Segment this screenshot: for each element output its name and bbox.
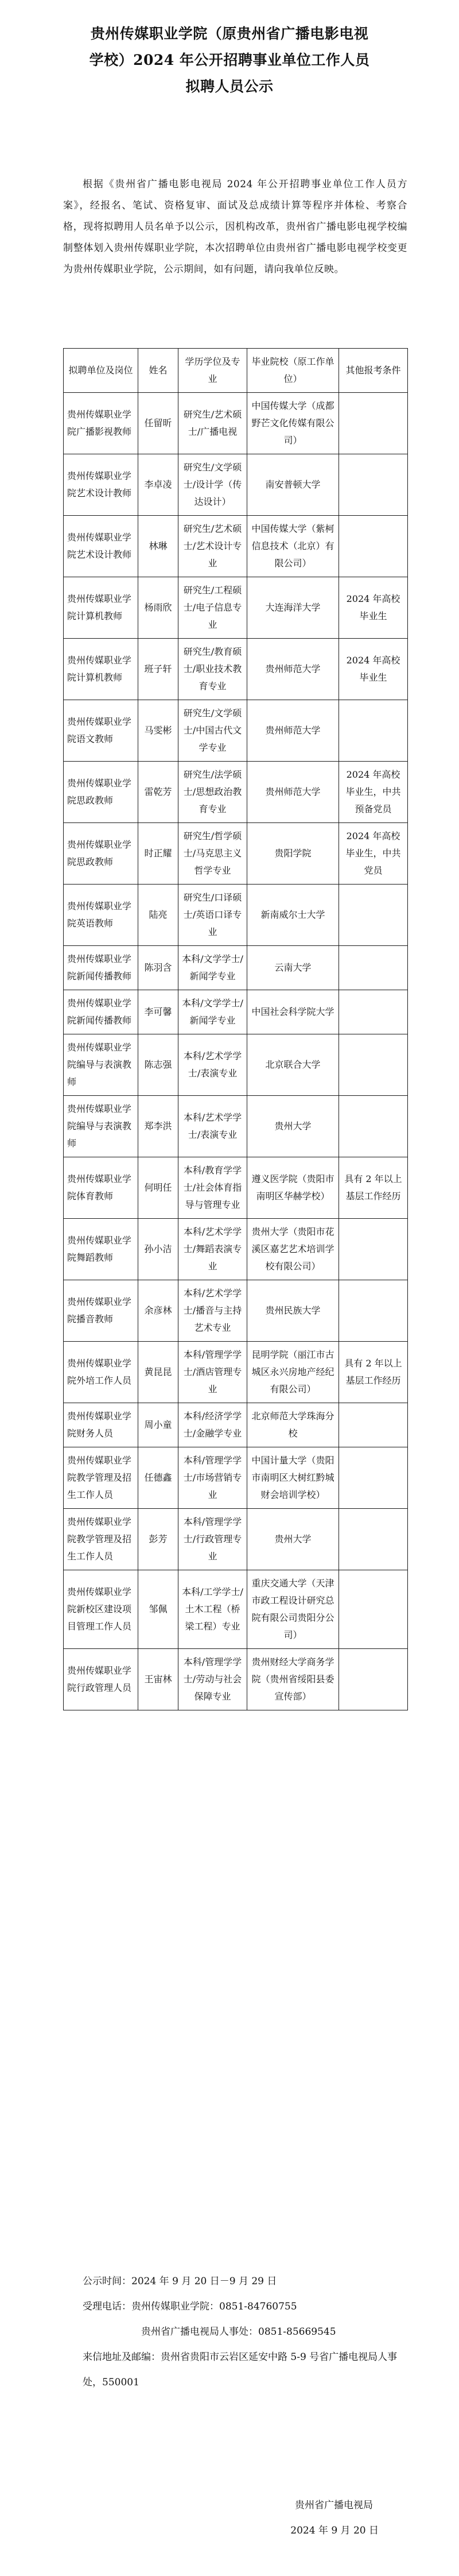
header-name: 姓名 xyxy=(138,349,178,393)
cell-name: 李卓凌 xyxy=(138,454,178,516)
phone-line-2: 贵州省广播电视局人事处：0851-85669545 xyxy=(141,2326,336,2338)
cell-degree: 本科/教育学学士/社会体育指导与管理专业 xyxy=(178,1157,247,1219)
cell-other xyxy=(339,1096,408,1157)
cell-school: 中国传媒大学（成都野芒文化传媒有限公司） xyxy=(247,393,339,454)
cell-other xyxy=(339,946,408,990)
cell-school: 大连海洋大学 xyxy=(247,577,339,639)
footer-info xyxy=(63,2269,407,2395)
candidate-table xyxy=(63,348,408,1710)
header-degree: 学历学位及专业 xyxy=(178,349,247,393)
cell-name: 彭芳 xyxy=(138,1509,178,1570)
cell-school: 中国传媒大学（紫柯信息技术（北京）有限公司） xyxy=(247,516,339,577)
cell-school: 贵州民族大学 xyxy=(247,1280,339,1342)
table-row xyxy=(64,1342,408,1403)
cell-unit: 贵州传媒职业学院艺术设计教师 xyxy=(64,516,138,577)
cell-unit: 贵州传媒职业学院教学管理及招生工作人员 xyxy=(64,1509,138,1570)
cell-other xyxy=(339,1034,408,1096)
cell-name: 任德鑫 xyxy=(138,1447,178,1509)
cell-degree: 本科/文学学士/新闻学专业 xyxy=(178,946,247,990)
cell-other xyxy=(339,1403,408,1447)
cell-degree: 研究生/哲学硕士/马克思主义哲学专业 xyxy=(178,823,247,885)
school-phone: 贵州传媒职业学院：0851-84760755 xyxy=(131,2301,297,2312)
cell-other: 2024 年高校毕业生，中共党员 xyxy=(339,823,408,885)
cell-unit: 贵州传媒职业学院艺术设计教师 xyxy=(64,454,138,516)
cell-school: 贵州大学 xyxy=(247,1509,339,1570)
cell-degree: 本科/管理学学士/劳动与社会保障专业 xyxy=(178,1649,247,1710)
cell-degree: 研究生/文学硕士/中国古代文学专业 xyxy=(178,700,247,762)
cell-name: 郑李洪 xyxy=(138,1096,178,1157)
cell-degree: 本科/艺术学学士/播音与主持艺术专业 xyxy=(178,1280,247,1342)
address-line xyxy=(63,2345,407,2395)
cell-school: 北京师范大学珠海分校 xyxy=(247,1403,339,1447)
table-row xyxy=(64,823,408,885)
phone-label: 受理电话： xyxy=(83,2301,131,2312)
cell-degree: 本科/艺术学学士/表演专业 xyxy=(178,1096,247,1157)
cell-degree: 研究生/工程硕士/电子信息专业 xyxy=(178,577,247,639)
cell-other xyxy=(339,1649,408,1710)
phone-line-1 xyxy=(63,2294,407,2319)
cell-name: 班子轩 xyxy=(138,639,178,700)
cell-name: 余彦林 xyxy=(138,1280,178,1342)
cell-degree: 本科/管理学学士/行政管理专业 xyxy=(178,1509,247,1570)
cell-school: 贵州大学（贵阳市花溪区嘉艺艺术培训学校有限公司） xyxy=(247,1219,339,1280)
title-line-3: 拟聘人员公示 xyxy=(185,78,274,95)
cell-school: 贵州师范大学 xyxy=(247,639,339,700)
table-row xyxy=(64,762,408,823)
cell-unit: 贵州传媒职业学院舞蹈教师 xyxy=(64,1219,138,1280)
table-row xyxy=(64,1447,408,1509)
cell-unit: 贵州传媒职业学院体育教师 xyxy=(64,1157,138,1219)
cell-school: 重庆交通大学（天津市政工程设计研究总院有限公司贵阳分公司） xyxy=(247,1570,339,1649)
cell-name: 李可馨 xyxy=(138,990,178,1034)
document-title xyxy=(0,21,459,100)
cell-other xyxy=(339,454,408,516)
cell-school: 南安普顿大学 xyxy=(247,454,339,516)
cell-unit: 贵州传媒职业学院计算机教师 xyxy=(64,577,138,639)
cell-other xyxy=(339,1447,408,1509)
cell-unit: 贵州传媒职业学院新校区建设项目管理工作人员 xyxy=(64,1570,138,1649)
header-other: 其他报考条件 xyxy=(339,349,408,393)
cell-other: 具有 2 年以上基层工作经历 xyxy=(339,1157,408,1219)
header-school: 毕业院校（原工作单位） xyxy=(247,349,339,393)
cell-school: 云南大学 xyxy=(247,946,339,990)
cell-other xyxy=(339,516,408,577)
cell-unit: 贵州传媒职业学院编导与表演教师 xyxy=(64,1096,138,1157)
cell-school: 贵州师范大学 xyxy=(247,762,339,823)
cell-degree: 本科/艺术学学士/表演专业 xyxy=(178,1034,247,1096)
cell-unit: 贵州传媒职业学院编导与表演教师 xyxy=(64,1034,138,1096)
table-row xyxy=(64,946,408,990)
cell-other: 2024 年高校毕业生 xyxy=(339,577,408,639)
cell-name: 孙小洁 xyxy=(138,1219,178,1280)
cell-name: 林琳 xyxy=(138,516,178,577)
table-row xyxy=(64,1570,408,1649)
cell-name: 邹佩 xyxy=(138,1570,178,1649)
cell-degree: 本科/管理学学士/市场营销专业 xyxy=(178,1447,247,1509)
cell-school: 中国计量大学（贵阳市南明区大树红黔城财会培训学校） xyxy=(247,1447,339,1509)
table-row xyxy=(64,1096,408,1157)
cell-unit: 贵州传媒职业学院英语教师 xyxy=(64,885,138,946)
cell-unit: 贵州传媒职业学院财务人员 xyxy=(64,1403,138,1447)
cell-school: 遵义医学院（贵阳市南明区华赫学校） xyxy=(247,1157,339,1219)
cell-unit: 贵州传媒职业学院广播影视教师 xyxy=(64,393,138,454)
cell-degree: 研究生/教育硕士/职业技术教育专业 xyxy=(178,639,247,700)
cell-other xyxy=(339,1570,408,1649)
header-unit: 拟聘单位及岗位 xyxy=(64,349,138,393)
cell-unit: 贵州传媒职业学院思政教师 xyxy=(64,823,138,885)
cell-school: 中国社会科学院大学 xyxy=(247,990,339,1034)
table-row xyxy=(64,454,408,516)
table-row xyxy=(64,990,408,1034)
table-row xyxy=(64,516,408,577)
table-row xyxy=(64,1034,408,1096)
cell-unit: 贵州传媒职业学院教学管理及招生工作人员 xyxy=(64,1447,138,1509)
cell-school: 贵阳学院 xyxy=(247,823,339,885)
cell-degree: 研究生/法学硕士/思想政治教育专业 xyxy=(178,762,247,823)
cell-name: 雷乾芳 xyxy=(138,762,178,823)
cell-name: 马雯彬 xyxy=(138,700,178,762)
cell-name: 杨雨欣 xyxy=(138,577,178,639)
table-row xyxy=(64,1219,408,1280)
cell-name: 陆亮 xyxy=(138,885,178,946)
cell-other xyxy=(339,1280,408,1342)
cell-name: 陈志强 xyxy=(138,1034,178,1096)
cell-unit: 贵州传媒职业学院语文教师 xyxy=(64,700,138,762)
cell-school: 昆明学院（丽江市古城区永兴房地产经纪有限公司） xyxy=(247,1342,339,1403)
address-text: 贵州省贵阳市云岩区延安中路 5-9 号省广播电视局人事处，550001 xyxy=(83,2351,398,2388)
cell-other xyxy=(339,700,408,762)
table-row xyxy=(64,1280,408,1342)
table-header-row xyxy=(64,349,408,393)
cell-degree: 本科/管理学学士/酒店管理专业 xyxy=(178,1342,247,1403)
cell-school: 贵州大学 xyxy=(247,1096,339,1157)
cell-other xyxy=(339,1219,408,1280)
cell-name: 任留昕 xyxy=(138,393,178,454)
cell-degree: 本科/文学学士/新闻学专业 xyxy=(178,990,247,1034)
cell-degree: 研究生/艺术硕士/广播电视 xyxy=(178,393,247,454)
table-body xyxy=(64,393,408,1710)
cell-unit: 贵州传媒职业学院外培工作人员 xyxy=(64,1342,138,1403)
cell-name: 陈羽含 xyxy=(138,946,178,990)
cell-degree: 本科/经济学学士/金融学专业 xyxy=(178,1403,247,1447)
address-label: 来信地址及邮编： xyxy=(83,2351,161,2363)
title-line-2: 学校）2024 年公开招聘事业单位工作人员 xyxy=(89,52,370,68)
table-row xyxy=(64,393,408,454)
cell-degree: 研究生/文学硕士/设计学（传达设计） xyxy=(178,454,247,516)
cell-name: 时正耀 xyxy=(138,823,178,885)
signature-date: 2024 年 9 月 20 日 xyxy=(290,2525,379,2536)
cell-other xyxy=(339,1509,408,1570)
cell-other: 2024 年高校毕业生，中共预备党员 xyxy=(339,762,408,823)
cell-unit: 贵州传媒职业学院新闻传播教师 xyxy=(64,946,138,990)
table-row xyxy=(64,1509,408,1570)
signature-block xyxy=(63,2493,407,2543)
cell-other: 具有 2 年以上基层工作经历 xyxy=(339,1342,408,1403)
cell-unit: 贵州传媒职业学院计算机教师 xyxy=(64,639,138,700)
cell-name: 何明任 xyxy=(138,1157,178,1219)
table-row xyxy=(64,1649,408,1710)
cell-other xyxy=(339,393,408,454)
cell-degree: 本科/艺术学学士/舞蹈表演专业 xyxy=(178,1219,247,1280)
title-line-1: 贵州传媒职业学院（原贵州省广播电影电视 xyxy=(90,25,369,42)
cell-school: 贵州财经大学商务学院（贵州省绥阳县委宣传部） xyxy=(247,1649,339,1710)
cell-name: 黄昆昆 xyxy=(138,1342,178,1403)
cell-school: 北京联合大学 xyxy=(247,1034,339,1096)
cell-name: 王宙林 xyxy=(138,1649,178,1710)
intro-paragraph: 根据《贵州省广播电影电视局 2024 年公开招聘事业单位工作人员方案》，经报名、笔试、资格复审、面试及总成绩计算等程序并体检、考察合格，现将拟聘用人员名单予以公示，因机构改革，贵州省广播电影电视学校编制整体划入贵州传媒职业学院，本次招聘单位由贵州省广播电影电视学校变更为贵州传媒职业学院，公示期间，如有问题，请向我单位反映。 xyxy=(63,179,407,275)
signature-org: 贵州省广播电视局 xyxy=(295,2500,373,2511)
cell-other xyxy=(339,990,408,1034)
cell-degree: 研究生/艺术硕士/艺术设计专业 xyxy=(178,516,247,577)
cell-unit: 贵州传媒职业学院播音教师 xyxy=(64,1280,138,1342)
cell-name: 周小童 xyxy=(138,1403,178,1447)
cell-unit: 贵州传媒职业学院行政管理人员 xyxy=(64,1649,138,1710)
cell-unit: 贵州传媒职业学院思政教师 xyxy=(64,762,138,823)
cell-other xyxy=(339,885,408,946)
cell-school: 新南威尔士大学 xyxy=(247,885,339,946)
table-row xyxy=(64,1403,408,1447)
cell-unit: 贵州传媒职业学院新闻传播教师 xyxy=(64,990,138,1034)
cell-degree: 研究生/口译硕士/英语口译专业 xyxy=(178,885,247,946)
table-row xyxy=(64,885,408,946)
table-row xyxy=(64,577,408,639)
table-row xyxy=(64,700,408,762)
cell-other: 2024 年高校毕业生 xyxy=(339,639,408,700)
table-row xyxy=(64,1157,408,1219)
cell-degree: 本科/工学学士/土木工程（桥梁工程）专业 xyxy=(178,1570,247,1649)
table-row xyxy=(64,639,408,700)
publicity-period: 公示时间：2024 年 9 月 20 日－9 月 29 日 xyxy=(83,2276,277,2287)
cell-school: 贵州师范大学 xyxy=(247,700,339,762)
